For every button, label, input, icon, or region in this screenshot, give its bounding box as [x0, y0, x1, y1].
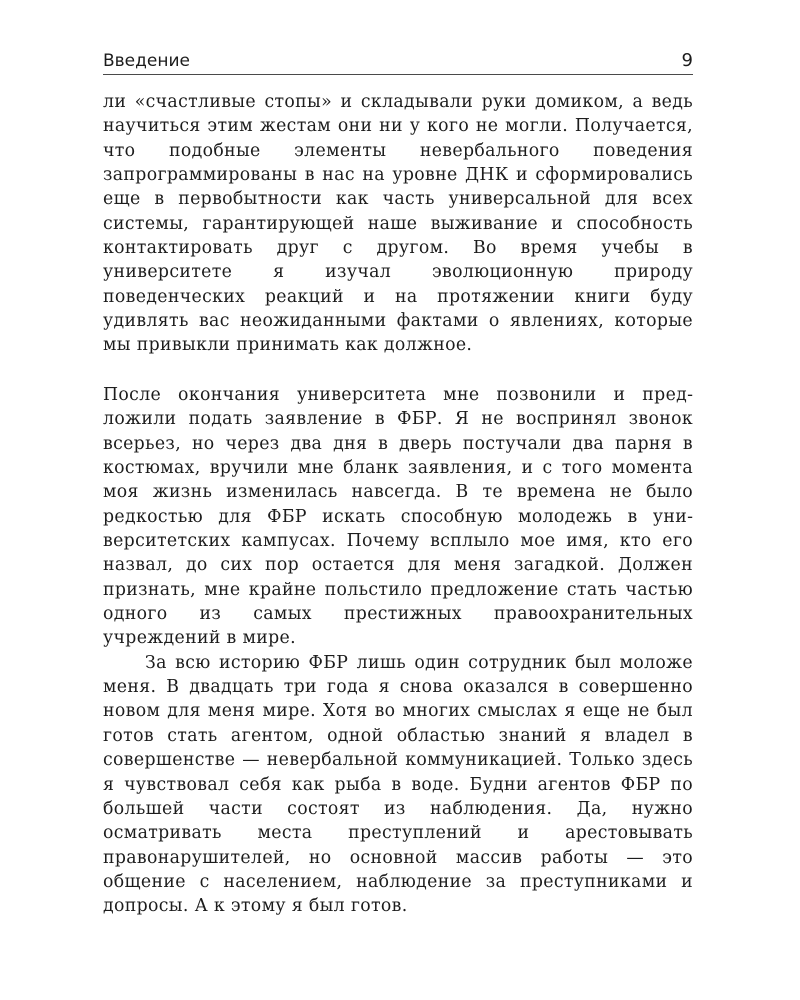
text-block-1: [103, 90, 693, 358]
paragraph-2: После окончания университета мне позвонили и предложили подать заявление в ФБР. Я не воспринял звонок всерьез, но через два дня в дверь постучали два парня в костюмах, вручили мне бланк заявления, и с того момента моя жизнь изменилась навсегда. В те времена не было редкостью для ФБР искать способную молодежь в университетских кампусах. Почему всплыло мое имя, кто его назвал, до сих пор остается для меня загадкой. Должен признать, мне крайне польстило предложение стать частью одного из самых престижных правоохранительных учреждений в мире.: [103, 385, 693, 649]
text-block-2: [103, 383, 693, 919]
page-number: 9: [681, 50, 693, 71]
running-header: [103, 50, 693, 75]
paragraph-1: ли «счастливые стопы» и складывали руки домиком, а ведь научиться этим жестам они ни у кого не могли. Получается, что подобные элементы невербального поведения запрограммированы в нас на уровне ДНК и сформировались еще в первобытности как часть универсальной для всех системы, гарантирующей наше выживание и способность контактировать друг с другом. Во время учебы в университете я изучал эволюционную природу поведенческих реакций и на протяжении книги буду удивлять вас неожиданными фактами о явлениях, которые мы привыкли принимать как должное.: [103, 92, 693, 356]
paragraph-3: За всю историю ФБР лишь один сотрудник был моложе меня. В двадцать три года я снова оказался в совершенно новом для меня мире. Хотя во многих смыслах я еще не был готов стать агентом, одной областью знаний я владел в совершенстве — невербальной коммуникацией. Только здесь я чувствовал себя как рыба в воде. Будни агентов ФБР по большей части состоят из наблюдения. Да, нужно осматривать места преступлений и арестовывать правонарушителей, но основной массив работы — это общение с населением, наблюдение за преступниками и допросы. А к этому я был готов.: [103, 652, 693, 917]
chapter-title: Введение: [103, 51, 190, 71]
